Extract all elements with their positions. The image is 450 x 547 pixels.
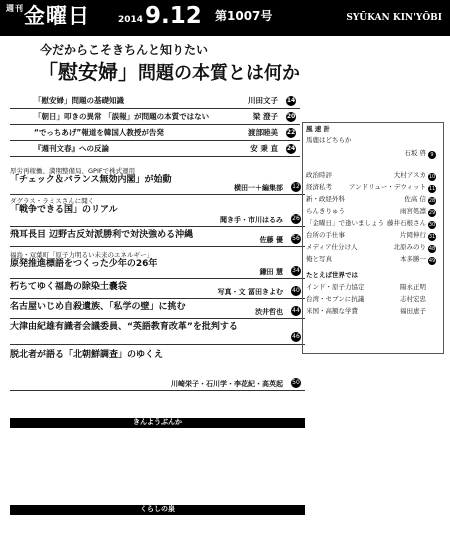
column-item[interactable]: 台所の手仕事 片岡伸行 31	[306, 231, 436, 240]
article-item[interactable]: 名古屋いじめ自殺遺族、「私学の壁」に挑む 渋井哲也 44	[10, 302, 305, 319]
article-item[interactable]: 厚労再稼働、満期整備局、GPIFで株式運用 「チェック＆バランス無効内閣」が始動 横田一＋編集部 12	[10, 168, 305, 195]
english-title: SYŪKAN KIN'YŌBI	[346, 13, 442, 23]
world-item[interactable]: 台湾・セブンに抗議 志村宏忠	[306, 295, 426, 303]
issue-date: 9.12	[145, 3, 202, 29]
world-title: たとえば世界では	[306, 271, 358, 279]
kurashi-band: くらしの泉	[10, 505, 305, 515]
article-item[interactable]: 脱北者が語る「北朝鮮調査」のゆくえ 川崎栄子・石川学・李花紀・高英起 50	[10, 350, 305, 391]
cover-headline: 「慰安婦」問題の本質とは何か	[38, 60, 300, 84]
fuukei-item[interactable]: 石坂 啓 9	[306, 150, 440, 160]
column-item[interactable]: 新・政経外科 佐高 信 28	[306, 195, 436, 204]
world-item[interactable]: 米国・高額な学費 福田恵子	[306, 307, 426, 315]
masthead	[0, 0, 450, 36]
article-item[interactable]: 朽ちてゆく福島の除染土嚢袋 写真・文 冨田きよむ 40	[10, 282, 305, 299]
feature-row[interactable]: 「慰安婦」問題の基礎知識 川田文子 14	[10, 96, 300, 109]
feature-row[interactable]: 『週刊文春』への反論 安 秉 直 24	[10, 144, 300, 157]
article-item[interactable]: 飛耳長目 辺野古反対派勝利で対決強める沖縄 佐藤 優 56	[10, 230, 305, 247]
kinyou-bunka-band: きんようぶんか	[10, 418, 305, 428]
column-item[interactable]: 俺と写真 本多勝一 49	[306, 255, 436, 264]
article-item[interactable]: 福島・双葉町「原子力明るい未来のエネルギー」 原発推進標語をつくった少年の26年 鎌田 慧 34	[10, 252, 305, 279]
column-item[interactable]: らんきりゅう 雨宮処凛 29	[306, 207, 436, 216]
issue-year: 2014	[118, 15, 144, 25]
column-item[interactable]: 「金曜日」で逢いましょう 藤井石根さん 30	[306, 219, 436, 228]
article-item[interactable]: 大津由紀雄有識者会議委員、“英語教育改革”を批判する 46	[10, 322, 305, 345]
column-item[interactable]: 政治時評 大村アスカ 10	[306, 171, 436, 180]
column-item[interactable]: メディア仕分け人 北原みのり 48	[306, 243, 436, 252]
feature-row[interactable]: “でっちあげ”報道を韓国人教授が告発 渡部睦美 22	[10, 128, 300, 141]
cover-kicker: 今だからこそきちんと知りたい	[40, 43, 209, 57]
column-item[interactable]: 経済私考 アンドリュー・デウィット 11	[306, 183, 436, 192]
feature-row[interactable]: 「朝日」叩きの異常 「誤報」が問題の本質ではない 梁 澄子 20	[10, 112, 300, 125]
fuukei-subtitle: 馬鹿はどちらか	[306, 136, 352, 144]
issue-number: 第1007号	[215, 9, 273, 23]
world-item[interactable]: インド・原子力協定 陽永正明	[306, 283, 426, 291]
article-item[interactable]: ダグラス・ラミスさんに聞く 「戦争できる国」のリアル 聞き手・市川はるみ 26	[10, 198, 305, 227]
fuukei-title: 風 速 計	[306, 125, 331, 133]
magazine-logo: $^{週刊}$金曜日	[6, 4, 90, 28]
